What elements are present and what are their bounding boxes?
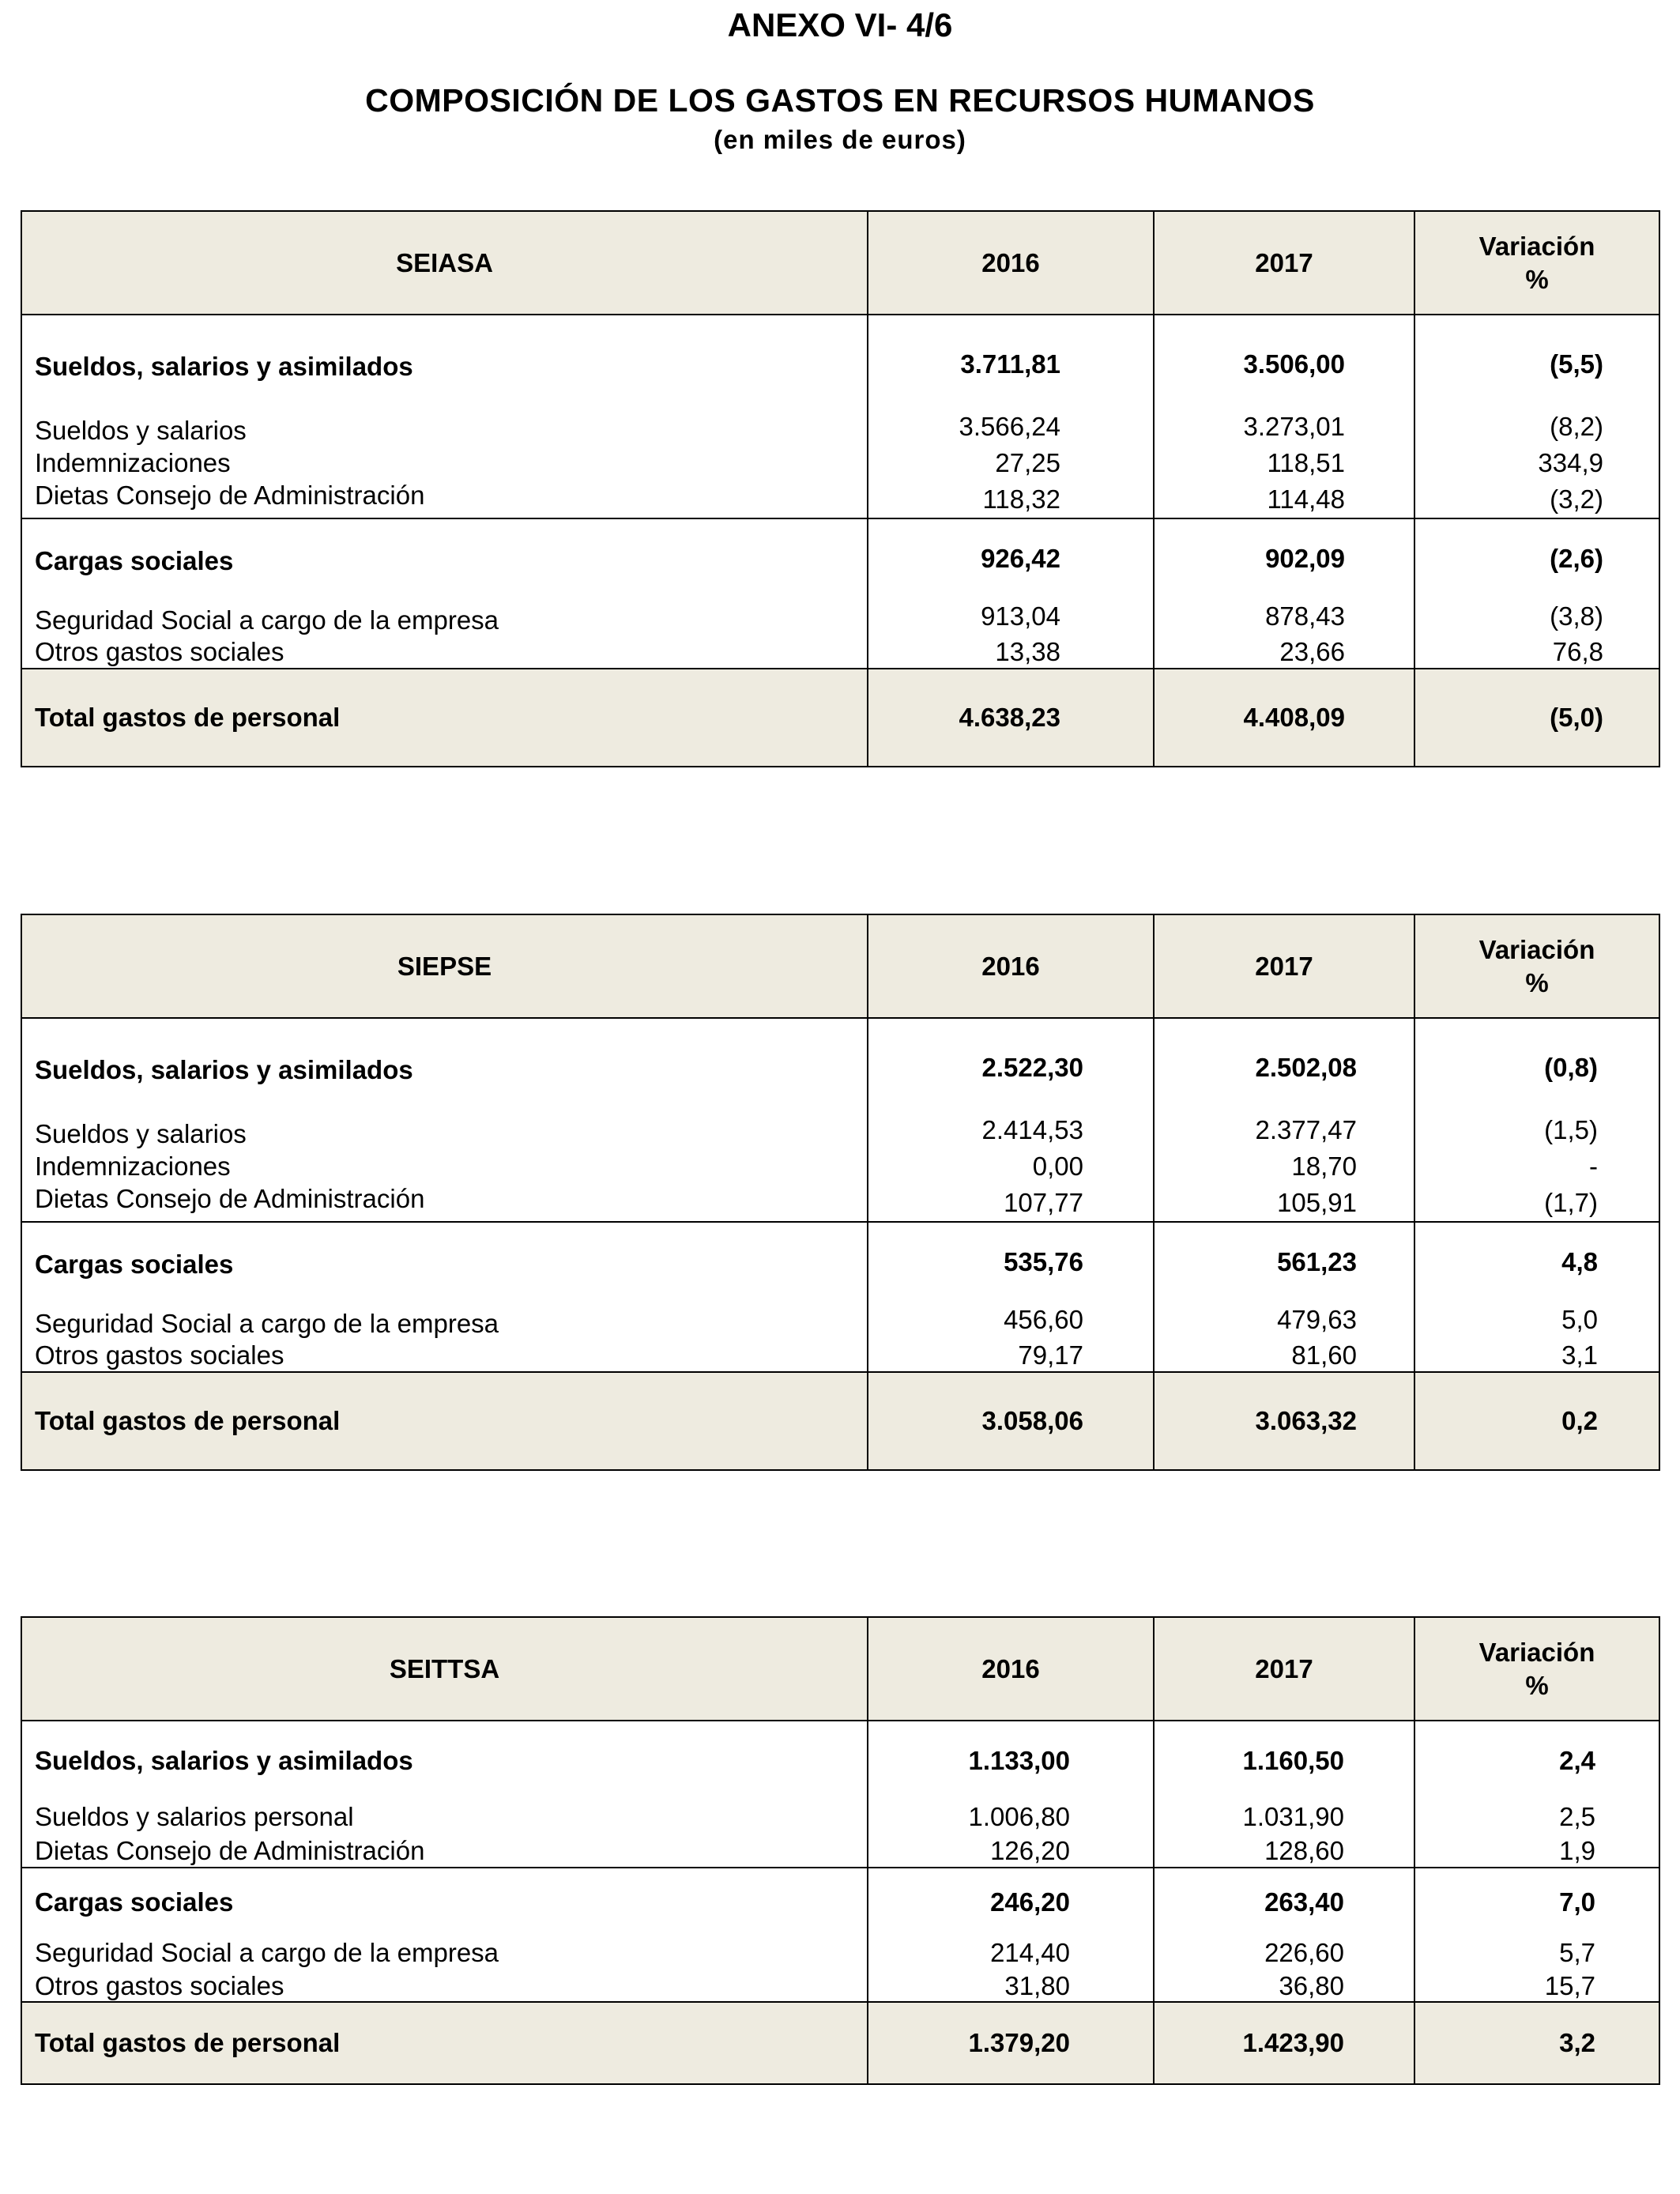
entity-header: SIEPSE bbox=[21, 914, 868, 1018]
header-2017: 2017 bbox=[1154, 1617, 1414, 1721]
row-label: Cargas sociales bbox=[21, 518, 868, 598]
table-row bbox=[21, 1970, 1659, 2002]
table-row bbox=[21, 1301, 1659, 1339]
row-label: Dietas Consejo de Administración bbox=[21, 1184, 868, 1222]
value-2016: 926,42 bbox=[868, 518, 1154, 598]
value-variation: 3,1 bbox=[1414, 1339, 1659, 1372]
row-label: Seguridad Social a cargo de la empresa bbox=[21, 1936, 868, 1970]
value-2016: 1.006,80 bbox=[868, 1800, 1154, 1834]
value-2016: 107,77 bbox=[868, 1184, 1154, 1222]
value-2016: 3.566,24 bbox=[868, 408, 1154, 446]
value-2016: 27,25 bbox=[868, 446, 1154, 481]
value-2017: 128,60 bbox=[1154, 1834, 1414, 1868]
value-2017: 114,48 bbox=[1154, 481, 1414, 518]
table-row bbox=[21, 1149, 1659, 1184]
value-2017: 902,09 bbox=[1154, 518, 1414, 598]
value-variation: 5,0 bbox=[1414, 1301, 1659, 1339]
row-label: Total gastos de personal bbox=[21, 2002, 868, 2084]
entity-header: SEIASA bbox=[21, 211, 868, 315]
row-label: Otros gastos sociales bbox=[21, 1339, 868, 1372]
value-2016: 535,76 bbox=[868, 1222, 1154, 1301]
annex-title: ANEXO VI- 4/6 bbox=[727, 6, 953, 43]
units-subtitle: (en miles de euros) bbox=[714, 125, 966, 154]
header-variation-label: Variación bbox=[1478, 934, 1595, 964]
table-row bbox=[21, 1936, 1659, 1970]
table-header-row bbox=[21, 914, 1659, 1018]
table-row bbox=[21, 1111, 1659, 1149]
value-variation: 76,8 bbox=[1414, 635, 1659, 669]
value-variation: 0,2 bbox=[1414, 1372, 1659, 1470]
value-2017: 878,43 bbox=[1154, 598, 1414, 635]
value-2017: 36,80 bbox=[1154, 1970, 1414, 2002]
header-variation bbox=[1414, 914, 1659, 1018]
value-variation: 4,8 bbox=[1414, 1222, 1659, 1301]
value-2016: 2.522,30 bbox=[868, 1018, 1154, 1111]
value-2016: 3.058,06 bbox=[868, 1372, 1154, 1470]
value-2017: 1.423,90 bbox=[1154, 2002, 1414, 2084]
row-label: Dietas Consejo de Administración bbox=[21, 1834, 868, 1868]
value-variation: (1,5) bbox=[1414, 1111, 1659, 1149]
header-variation-unit: % bbox=[1525, 967, 1549, 997]
row-label: Sueldos y salarios personal bbox=[21, 1800, 868, 1834]
row-label: Otros gastos sociales bbox=[21, 635, 868, 669]
row-label: Sueldos, salarios y asimilados bbox=[21, 1018, 868, 1111]
table-row bbox=[21, 1868, 1659, 1936]
value-variation: (8,2) bbox=[1414, 408, 1659, 446]
header-variation-unit: % bbox=[1525, 264, 1549, 294]
row-label: Indemnizaciones bbox=[21, 446, 868, 481]
table-seittsa bbox=[21, 1616, 1660, 2085]
value-2017: 2.502,08 bbox=[1154, 1018, 1414, 1111]
value-2017: 23,66 bbox=[1154, 635, 1414, 669]
value-2016: 126,20 bbox=[868, 1834, 1154, 1868]
header-variation-unit: % bbox=[1525, 1670, 1549, 1700]
value-2017: 1.160,50 bbox=[1154, 1721, 1414, 1800]
table-row bbox=[21, 1834, 1659, 1868]
value-variation: (5,0) bbox=[1414, 669, 1659, 767]
value-2017: 118,51 bbox=[1154, 446, 1414, 481]
table-row bbox=[21, 408, 1659, 446]
value-2016: 2.414,53 bbox=[868, 1111, 1154, 1149]
table-siepse bbox=[21, 914, 1660, 1471]
value-variation: 15,7 bbox=[1414, 1970, 1659, 2002]
value-variation: 3,2 bbox=[1414, 2002, 1659, 2084]
table-row bbox=[21, 598, 1659, 635]
value-variation: 7,0 bbox=[1414, 1868, 1659, 1936]
table-row bbox=[21, 315, 1659, 408]
header-variation-label: Variación bbox=[1478, 1637, 1595, 1667]
value-2017: 479,63 bbox=[1154, 1301, 1414, 1339]
row-label: Sueldos y salarios bbox=[21, 408, 868, 446]
header-2016: 2016 bbox=[868, 1617, 1154, 1721]
value-2017: 3.506,00 bbox=[1154, 315, 1414, 408]
page-title: COMPOSICIÓN DE LOS GASTOS EN RECURSOS HUMANOS bbox=[365, 82, 1315, 119]
row-label: Cargas sociales bbox=[21, 1868, 868, 1936]
table-row bbox=[21, 446, 1659, 481]
value-variation: 334,9 bbox=[1414, 446, 1659, 481]
entity-header: SEITTSA bbox=[21, 1617, 868, 1721]
table-row-total bbox=[21, 2002, 1659, 2084]
table-row-total bbox=[21, 669, 1659, 767]
value-variation: 5,7 bbox=[1414, 1936, 1659, 1970]
row-label: Sueldos y salarios bbox=[21, 1111, 868, 1149]
value-2016: 214,40 bbox=[868, 1936, 1154, 1970]
value-variation: 1,9 bbox=[1414, 1834, 1659, 1868]
value-2016: 118,32 bbox=[868, 481, 1154, 518]
value-variation: (0,8) bbox=[1414, 1018, 1659, 1111]
value-variation: (5,5) bbox=[1414, 315, 1659, 408]
table-row bbox=[21, 1800, 1659, 1834]
value-variation: (2,6) bbox=[1414, 518, 1659, 598]
value-variation: - bbox=[1414, 1149, 1659, 1184]
value-2017: 105,91 bbox=[1154, 1184, 1414, 1222]
value-2017: 263,40 bbox=[1154, 1868, 1414, 1936]
table-row bbox=[21, 1184, 1659, 1222]
value-2016: 13,38 bbox=[868, 635, 1154, 669]
value-2017: 18,70 bbox=[1154, 1149, 1414, 1184]
value-variation: 2,4 bbox=[1414, 1721, 1659, 1800]
table-row bbox=[21, 635, 1659, 669]
table-row bbox=[21, 518, 1659, 598]
value-variation: (3,2) bbox=[1414, 481, 1659, 518]
value-variation: (1,7) bbox=[1414, 1184, 1659, 1222]
table-row bbox=[21, 1018, 1659, 1111]
row-label: Seguridad Social a cargo de la empresa bbox=[21, 598, 868, 635]
value-2016: 246,20 bbox=[868, 1868, 1154, 1936]
value-2016: 31,80 bbox=[868, 1970, 1154, 2002]
row-label: Seguridad Social a cargo de la empresa bbox=[21, 1301, 868, 1339]
row-label: Cargas sociales bbox=[21, 1222, 868, 1301]
row-label: Sueldos, salarios y asimilados bbox=[21, 315, 868, 408]
table-row bbox=[21, 1339, 1659, 1372]
header-2016: 2016 bbox=[868, 211, 1154, 315]
table-row bbox=[21, 481, 1659, 518]
row-label: Dietas Consejo de Administración bbox=[21, 481, 868, 518]
row-label: Indemnizaciones bbox=[21, 1149, 868, 1184]
header-variation bbox=[1414, 1617, 1659, 1721]
value-2017: 81,60 bbox=[1154, 1339, 1414, 1372]
value-2017: 2.377,47 bbox=[1154, 1111, 1414, 1149]
row-label: Sueldos, salarios y asimilados bbox=[21, 1721, 868, 1800]
value-2016: 79,17 bbox=[868, 1339, 1154, 1372]
value-2016: 913,04 bbox=[868, 598, 1154, 635]
value-2017: 1.031,90 bbox=[1154, 1800, 1414, 1834]
header-2016: 2016 bbox=[868, 914, 1154, 1018]
row-label: Total gastos de personal bbox=[21, 1372, 868, 1470]
table-row bbox=[21, 1222, 1659, 1301]
value-2017: 561,23 bbox=[1154, 1222, 1414, 1301]
table-row-total bbox=[21, 1372, 1659, 1470]
row-label: Otros gastos sociales bbox=[21, 1970, 868, 2002]
header-2017: 2017 bbox=[1154, 211, 1414, 315]
value-2017: 3.063,32 bbox=[1154, 1372, 1414, 1470]
value-variation: 2,5 bbox=[1414, 1800, 1659, 1834]
table-row bbox=[21, 1721, 1659, 1800]
header-variation-label: Variación bbox=[1478, 231, 1595, 261]
header-variation bbox=[1414, 211, 1659, 315]
value-2016: 4.638,23 bbox=[868, 669, 1154, 767]
value-2017: 3.273,01 bbox=[1154, 408, 1414, 446]
row-label: Total gastos de personal bbox=[21, 669, 868, 767]
value-variation: (3,8) bbox=[1414, 598, 1659, 635]
value-2017: 226,60 bbox=[1154, 1936, 1414, 1970]
header-2017: 2017 bbox=[1154, 914, 1414, 1018]
value-2016: 3.711,81 bbox=[868, 315, 1154, 408]
value-2016: 456,60 bbox=[868, 1301, 1154, 1339]
value-2016: 1.133,00 bbox=[868, 1721, 1154, 1800]
table-seiasa bbox=[21, 210, 1660, 767]
value-2016: 0,00 bbox=[868, 1149, 1154, 1184]
table-header-row bbox=[21, 1617, 1659, 1721]
value-2017: 4.408,09 bbox=[1154, 669, 1414, 767]
table-header-row bbox=[21, 211, 1659, 315]
value-2016: 1.379,20 bbox=[868, 2002, 1154, 2084]
